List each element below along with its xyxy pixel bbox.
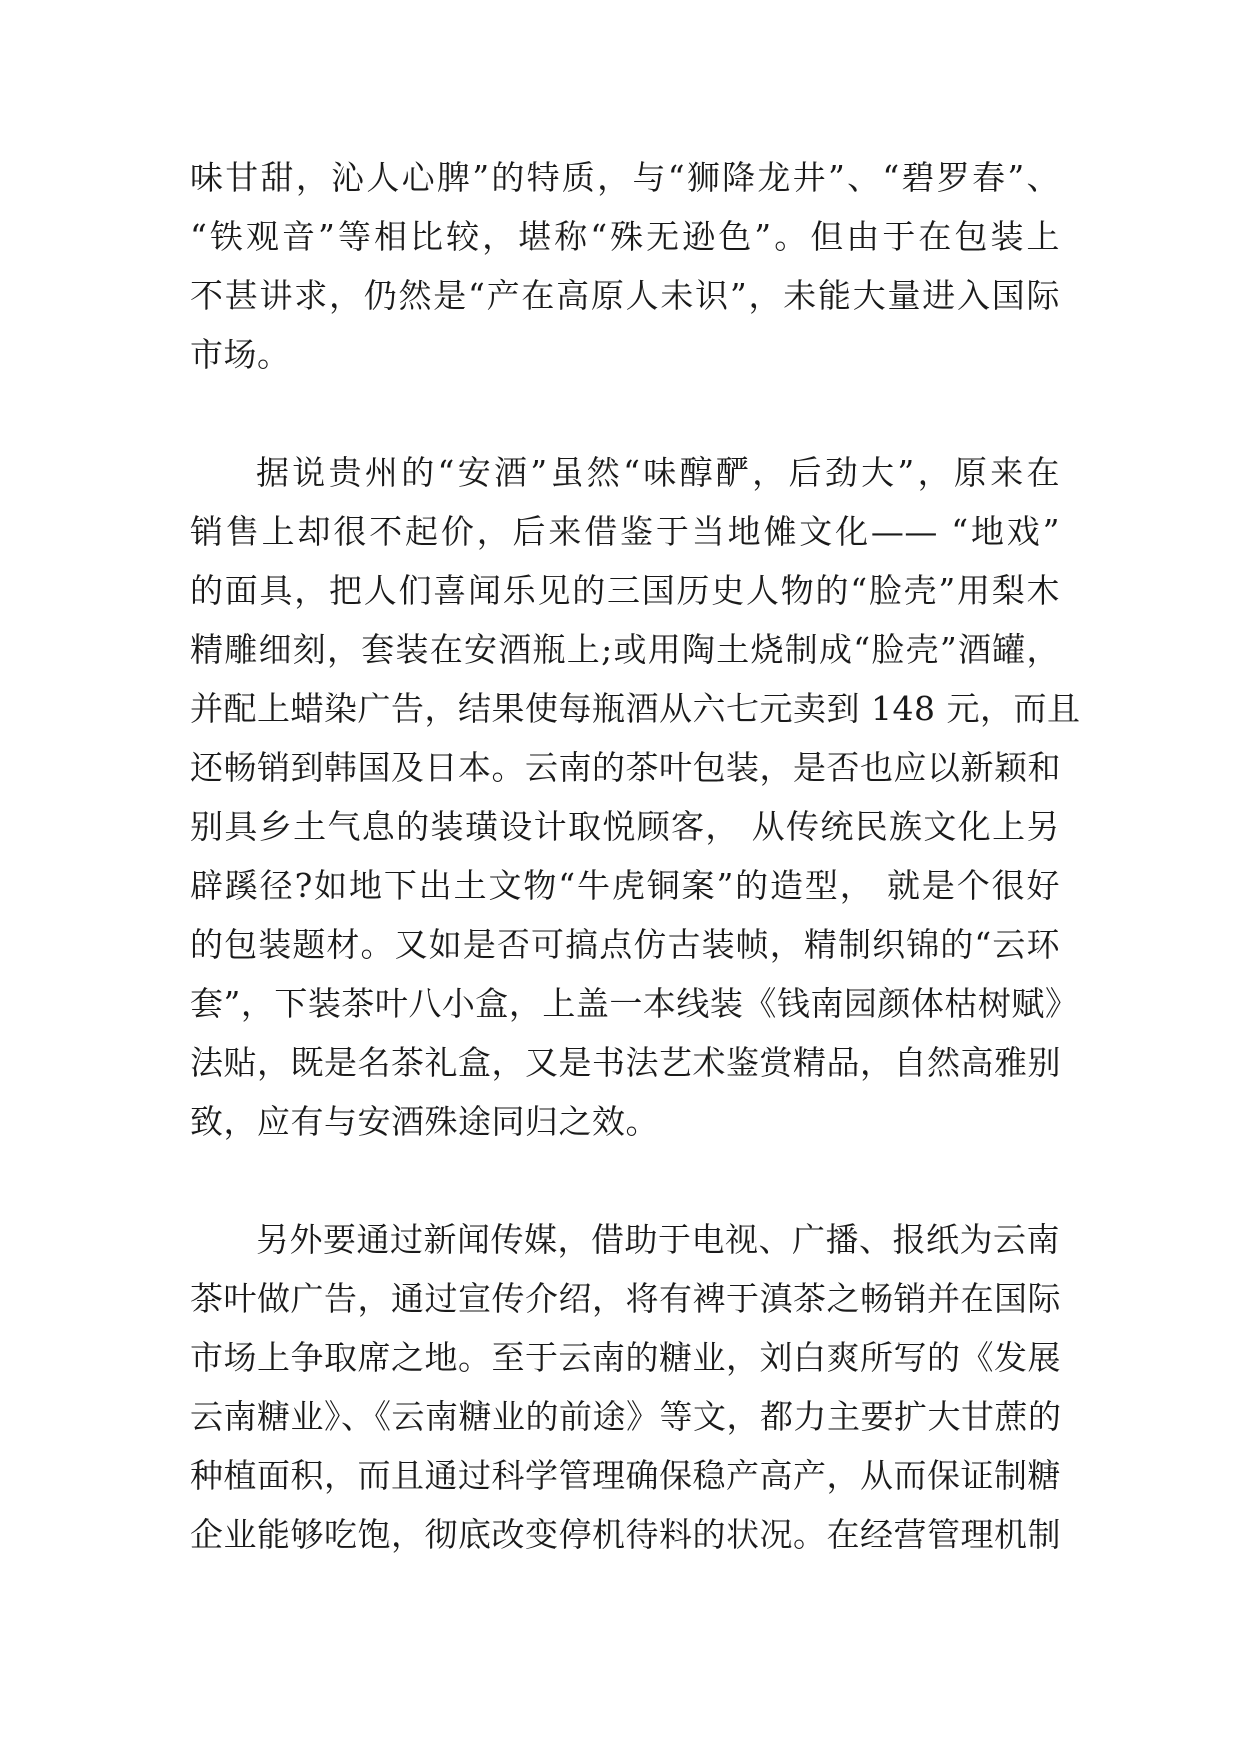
text-line: 的包装题材。又如是否可搞点仿古装帧，精制织锦的“云环: [190, 925, 1060, 964]
text-line: 的面具，把人们喜闻乐见的三国历史人物的“脸壳”用梨木: [190, 571, 1060, 610]
text-line: 种植面积，而且通过科学管理确保稳产高产，从而保证制糖: [190, 1456, 1061, 1495]
paragraph-1: [190, 148, 1060, 384]
text-line: 茶叶做广告，通过宣传介绍，将有裨于滇茶之畅销并在国际: [190, 1279, 1061, 1318]
text-line: 云南糖业》、《云南糖业的前途》等文，都力主要扩大甘蔗的: [190, 1397, 1062, 1436]
text-line: 精雕细刻，套装在安酒瓶上;或用陶土烧制成“脸壳”酒罐，: [190, 630, 1060, 669]
text-line: 市场上争取席之地。至于云南的糖业，刘白爽所写的《发展: [190, 1338, 1061, 1377]
text-line: 市场。: [190, 335, 291, 374]
text-line: 另外要通过新闻传媒，借助于电视、广播、报纸为云南: [256, 1220, 1060, 1259]
document-page: [190, 148, 1081, 1623]
text-line: 销售上却很不起价，后来借鉴于当地傩文化—— “地戏”: [190, 512, 1060, 551]
paragraph-2: [190, 443, 1081, 1151]
text-line: 别具乡土气息的装璜设计取悦顾客， 从传统民族文化上另: [190, 807, 1060, 846]
text-line: 味甘甜，沁人心脾”的特质，与“狮降龙井”、“碧罗春”、: [190, 158, 1060, 197]
text-line: 还畅销到韩国及日本。云南的茶叶包装，是否也应以新颖和: [190, 748, 1061, 787]
text-line: 企业能够吃饱，彻底改变停机待料的状况。在经营管理机制: [190, 1515, 1061, 1554]
text-line: 法贴，既是名茶礼盒，又是书法艺术鉴赏精品，自然高雅别: [190, 1043, 1061, 1082]
text-line: 并配上蜡染广告，结果使每瓶酒从六七元卖到 148 元，而且: [190, 689, 1081, 728]
text-line: 套”，下装茶叶八小盒，上盖一本线装《钱南园颜体枯树赋》: [190, 984, 1079, 1023]
text-line: 不甚讲求，仍然是“产在高原人未识”，未能大量进入国际: [190, 276, 1060, 315]
text-line: “铁观音”等相比较，堪称“殊无逊色”。但由于在包装上: [190, 217, 1060, 256]
text-line: 辟蹊径?如地下出土文物“牛虎铜案”的造型， 就是个很好: [190, 866, 1060, 905]
text-line: 致，应有与安酒殊途同归之效。: [190, 1102, 659, 1141]
paragraph-3: [190, 1210, 1060, 1564]
text-line: 据说贵州的“安酒”虽然“味醇酽，后劲大”，原来在: [256, 453, 1060, 492]
